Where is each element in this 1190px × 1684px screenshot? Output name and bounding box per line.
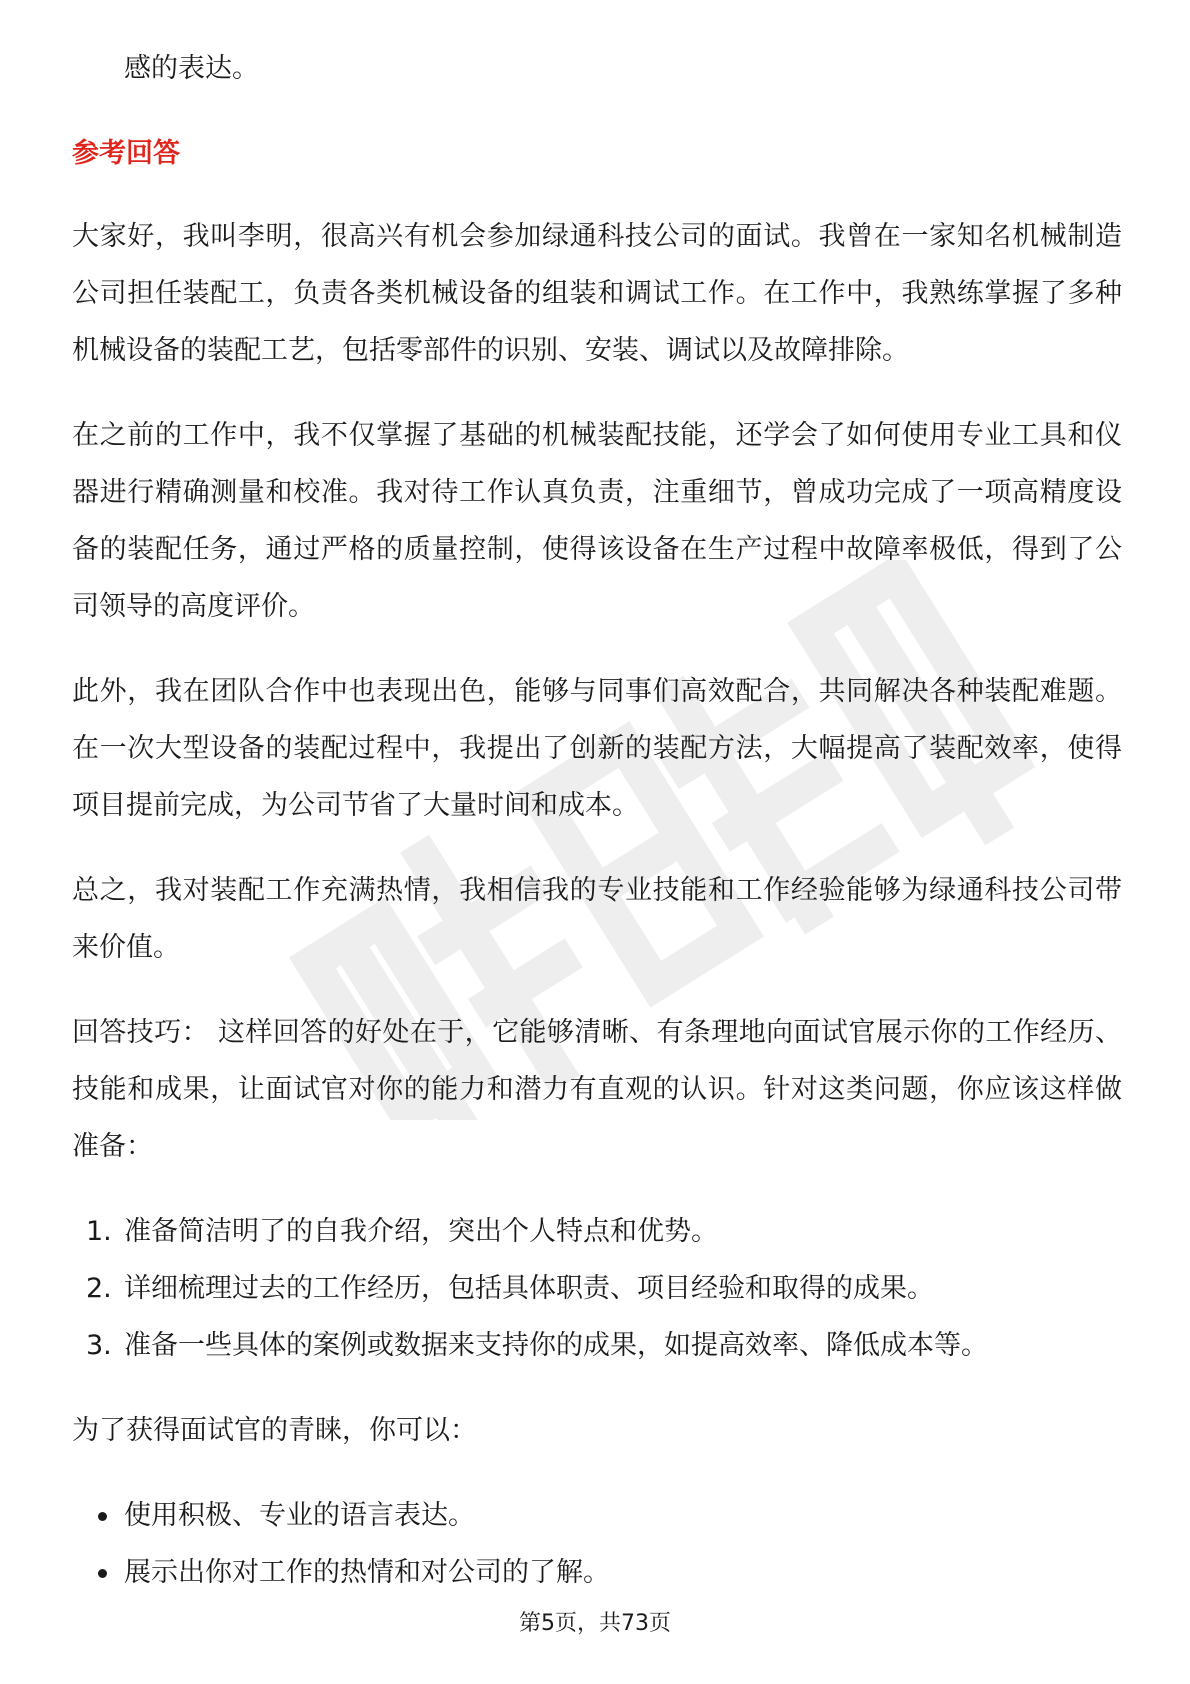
list-item-number: 3. xyxy=(86,1330,112,1361)
list-item-text: 准备一些具体的案例或数据来支持你的成果，如提高效率、降低成本等。 xyxy=(124,1330,988,1361)
bullets-intro: 为了获得面试官的青睐，你可以： xyxy=(72,1415,477,1446)
bullet-item xyxy=(72,1544,1122,1601)
list-item-number: 1. xyxy=(86,1216,112,1247)
bullet-dot-icon xyxy=(98,1569,107,1578)
tips-paragraph: 回答技巧： 这样回答的好处在于，它能够清晰、有条理地向面试官展示你的工作经历、技能和成果，让面试官对你的能力和潜力有直观的认识。针对这类问题，你应该这样做准备： xyxy=(72,1017,1122,1162)
preparation-list xyxy=(72,1203,1122,1374)
list-item xyxy=(72,1260,1122,1317)
list-item-text: 详细梳理过去的工作经历，包括具体职责、项目经验和取得的成果。 xyxy=(124,1273,934,1304)
list-item-text: 准备简洁明了的自我介绍，突出个人特点和优势。 xyxy=(124,1216,718,1247)
reference-answer-heading: 参考回答 xyxy=(72,138,180,169)
answer-paragraph-2: 在之前的工作中，我不仅掌握了基础的机械装配技能，还学会了如何使用专业工具和仪器进行精确测量和校准。我对待工作认真负责，注重细节，曾成功完成了一项高精度设备的装配任务，通过严格的质量控制，使得该设备在生产过程中故障率极低，得到了公司领导的高度评价。 xyxy=(72,420,1122,622)
tips-bullet-list xyxy=(72,1487,1122,1601)
answer-paragraph-1: 大家好，我叫李明，很高兴有机会参加绿通科技公司的面试。我曾在一家知名机械制造公司担任装配工，负责各类机械设备的组装和调试工作。在工作中，我熟练掌握了多种机械设备的装配工艺，包括零部件的识别、安装、调试以及故障排除。 xyxy=(72,221,1122,366)
page-number-footer: 第5页，共73页 xyxy=(519,1611,671,1636)
document-content xyxy=(72,40,1122,1601)
bullet-item xyxy=(72,1487,1122,1544)
answer-paragraph-3: 此外，我在团队合作中也表现出色，能够与同事们高效配合，共同解决各种装配难题。在一次大型设备的装配过程中，我提出了创新的装配方法，大幅提高了装配效率，使得项目提前完成，为公司节省了大量时间和成本。 xyxy=(72,676,1122,821)
bullet-item-text: 展示出你对工作的热情和对公司的了解。 xyxy=(124,1557,610,1588)
list-item xyxy=(72,1317,1122,1374)
answer-paragraph-4: 总之，我对装配工作充满热情，我相信我的专业技能和工作经验能够为绿通科技公司带来价值。 xyxy=(72,875,1122,963)
bullet-item-text: 使用积极、专业的语言表达。 xyxy=(124,1500,475,1531)
continuation-text: 感的表达。 xyxy=(124,53,259,84)
list-item-number: 2. xyxy=(86,1273,112,1304)
list-item xyxy=(72,1203,1122,1260)
bullet-dot-icon xyxy=(98,1512,107,1521)
